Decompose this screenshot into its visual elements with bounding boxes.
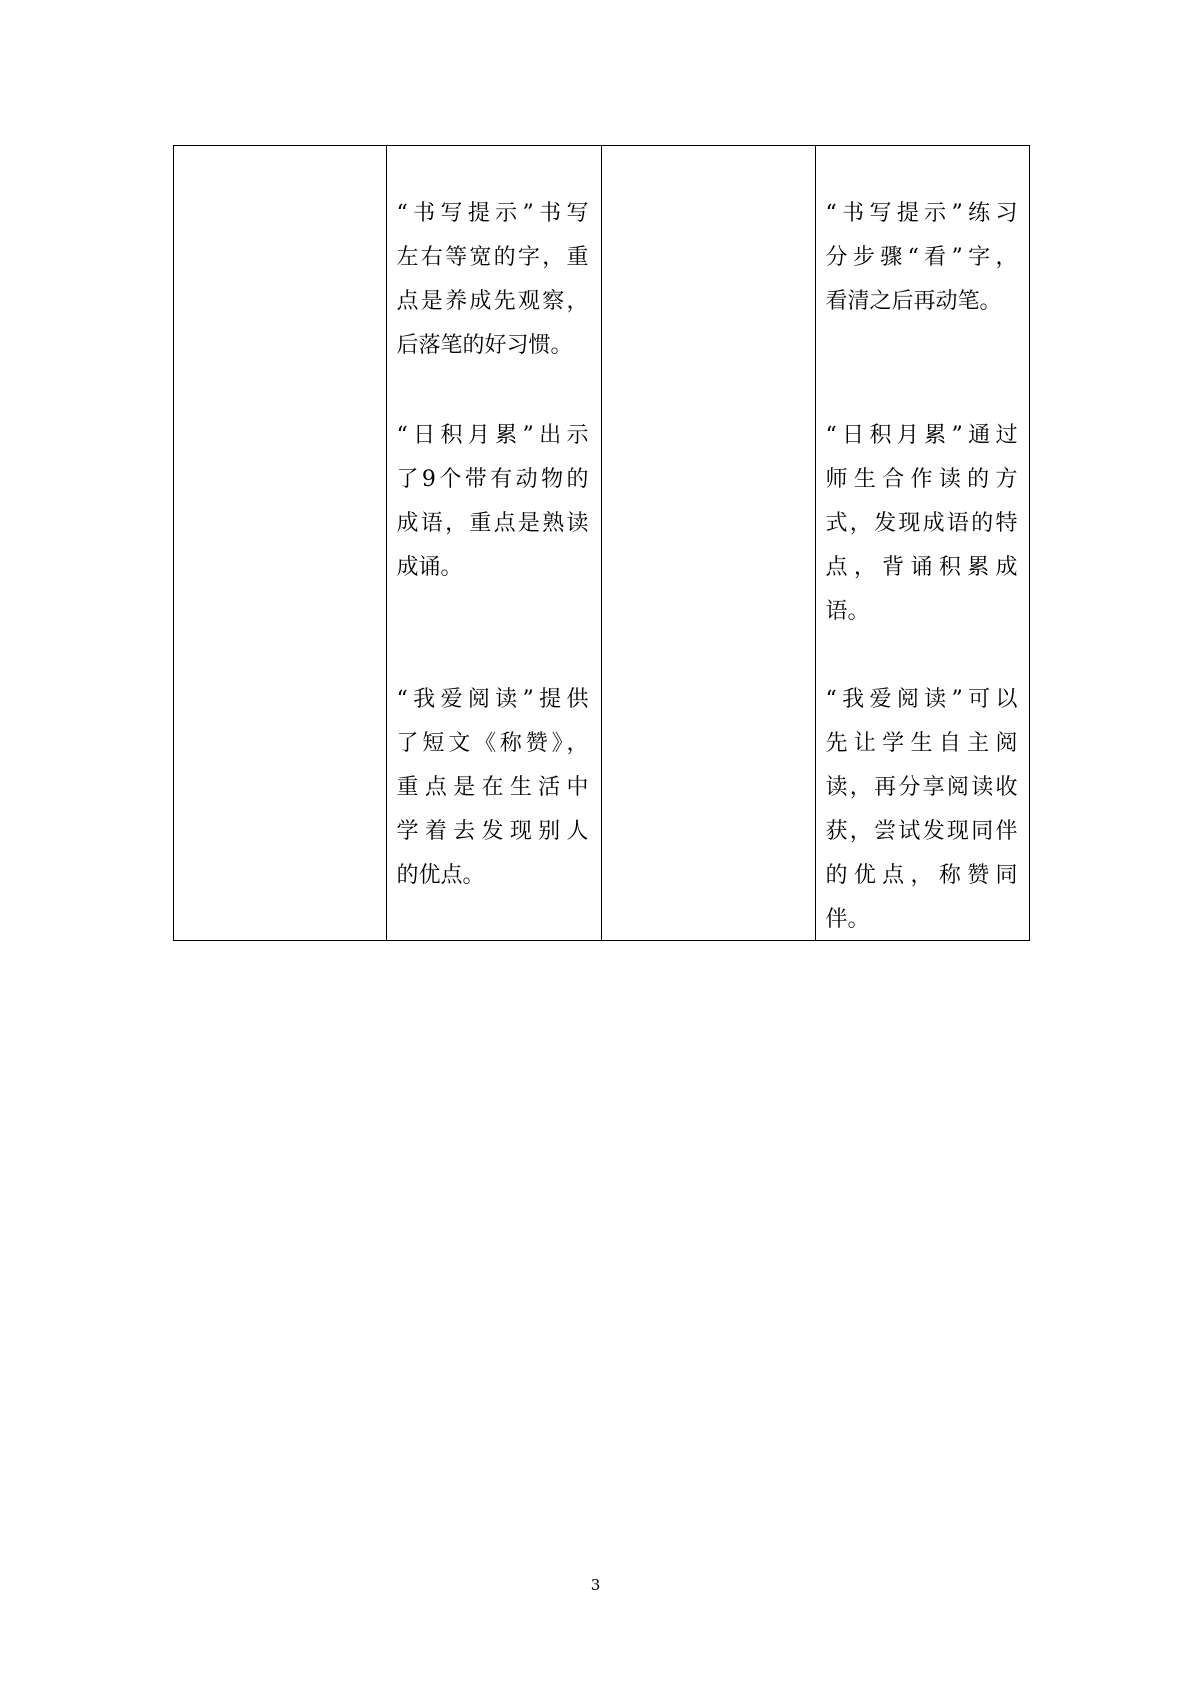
table-cell-column-3: [602, 146, 816, 940]
text-line: “书写提示”书写: [396, 201, 589, 226]
text-line: 点，背诵积累成: [825, 555, 1018, 580]
text-line: 成语，重点是熟读: [396, 511, 589, 536]
text-line: “日积月累”出示: [396, 423, 589, 448]
text-line: 重点是在生活中: [396, 775, 589, 800]
text-line: 师生合作读的方: [825, 467, 1018, 492]
text-line: 左右等宽的字，重: [396, 245, 589, 270]
text-line: 的优点，称赞同: [825, 863, 1018, 888]
text-line: 点是养成先观察，: [396, 289, 589, 314]
text-line: 语。: [825, 599, 870, 624]
text-line: 学着去发现别人: [396, 819, 589, 844]
text-line: “日积月累”通过: [825, 423, 1018, 448]
table-cell-content-focus: [387, 146, 602, 940]
i-love-reading-suggestion-paragraph: [826, 678, 1018, 942]
text-line: 了9个带有动物的: [396, 467, 589, 492]
page-number: 3: [590, 1576, 601, 1594]
text-line: “书写提示”练习: [825, 201, 1018, 226]
text-line: 读，再分享阅读收: [825, 775, 1018, 800]
i-love-reading-focus-paragraph: [397, 678, 589, 898]
text-line: 获，尝试发现同伴: [825, 819, 1018, 844]
text-line: 分步骤“看”字，: [825, 245, 1018, 270]
text-line: “我爱阅读”提供: [396, 687, 589, 712]
daily-accumulation-focus-paragraph: [397, 414, 589, 590]
lesson-plan-table: [173, 145, 1030, 941]
writing-tips-suggestion-paragraph: [826, 192, 1018, 324]
text-line: 成诵。: [396, 555, 463, 580]
table-cell-column-1: [174, 146, 387, 940]
text-line: 了短文《称赞》，: [396, 731, 589, 756]
table-cell-teaching-suggestions: [816, 146, 1030, 940]
daily-accumulation-suggestion-paragraph: [826, 414, 1018, 634]
text-line: 伴。: [825, 907, 870, 932]
writing-tips-focus-paragraph: [397, 192, 589, 368]
text-line: “我爱阅读”可以: [825, 687, 1018, 712]
text-line: 看清之后再动笔。: [825, 289, 1002, 314]
text-line: 后落笔的好习惯。: [396, 333, 573, 358]
text-line: 的优点。: [396, 863, 485, 888]
text-line: 先让学生自主阅: [825, 731, 1018, 756]
text-line: 式，发现成语的特: [825, 511, 1018, 536]
